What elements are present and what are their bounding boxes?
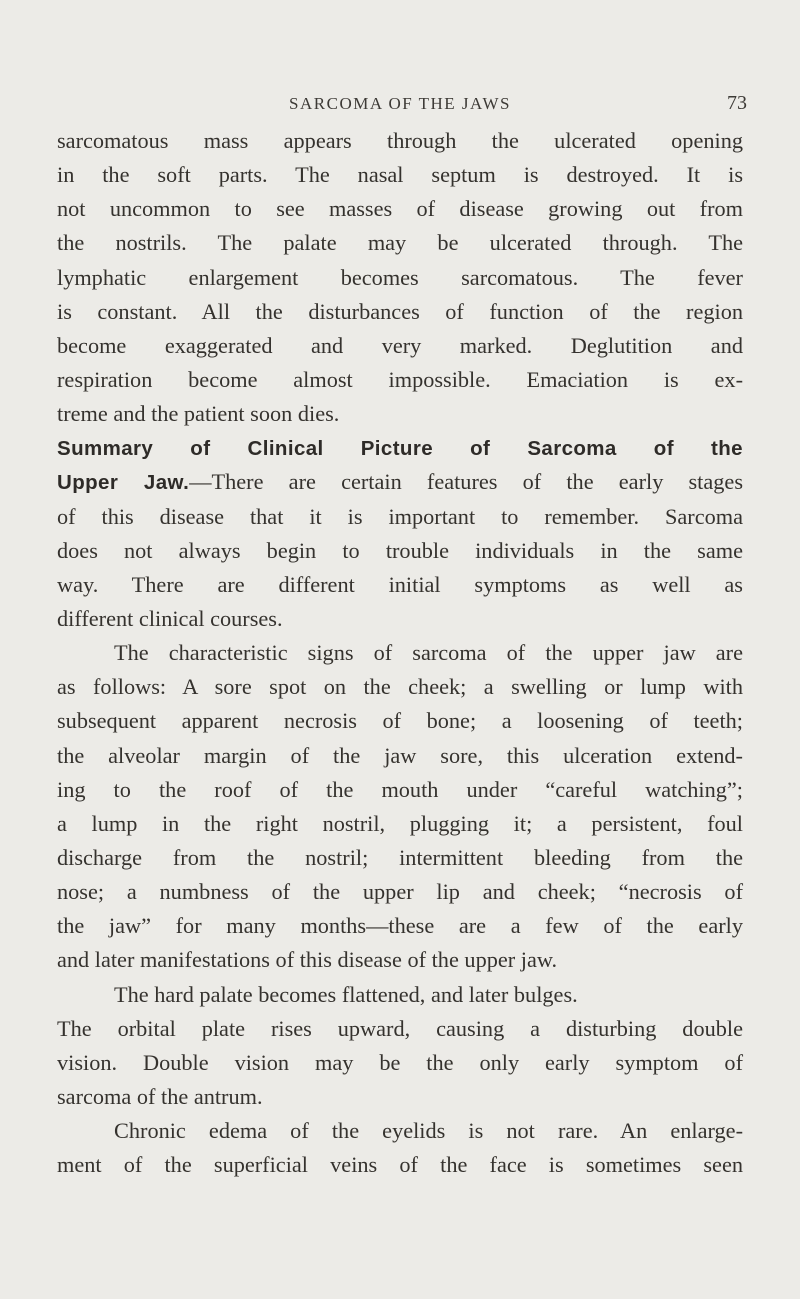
line-text: a lump in the right nostril, plugging it; a persistent, foul <box>57 810 743 836</box>
line-text: the jaw” for many months—these are a few of the early <box>57 913 743 939</box>
text-line <box>57 773 743 807</box>
line-text: does not always begin to trouble individuals in the same <box>57 537 743 563</box>
text-line <box>57 226 743 260</box>
line-text: discharge from the nostril; intermittent bleeding from the <box>57 844 743 870</box>
text-line <box>57 978 743 1012</box>
text-line <box>57 1080 743 1114</box>
text-line <box>57 329 743 363</box>
text-line <box>57 1012 743 1046</box>
running-title: SARCOMA OF THE JAWS <box>289 94 511 113</box>
line-text: ment of the superficial veins of the face is sometimes seen <box>57 1152 743 1178</box>
line-text: of this disease that it is important to remember. Sarcoma <box>57 503 743 529</box>
text-line <box>57 158 743 192</box>
line-text: nose; a numbness of the upper lip and cheek; “necrosis of <box>57 879 743 905</box>
line-text: in the soft parts. The nasal septum is destroyed. It is <box>57 162 743 188</box>
text-line <box>57 465 743 499</box>
text-line <box>57 261 743 295</box>
text-line <box>57 636 743 670</box>
line-text: treme and the patient soon dies. <box>57 401 340 427</box>
line-text: sarcoma of the antrum. <box>57 1083 263 1109</box>
text-line <box>57 841 743 875</box>
text-line <box>57 670 743 704</box>
text-line <box>57 534 743 568</box>
body-text <box>57 124 743 1182</box>
page-number: 73 <box>727 92 747 114</box>
line-text: lymphatic enlargement becomes sarcomatous. The fever <box>57 264 743 290</box>
line-text: vision. Double vision may be the only early symptom of <box>57 1049 743 1075</box>
line-text: way. There are different initial symptoms as well as <box>57 571 743 597</box>
line-text: is constant. All the disturbances of function of the region <box>57 298 743 324</box>
text-line <box>57 739 743 773</box>
line-text: as follows: A sore spot on the cheek; a swelling or lump with <box>57 674 743 700</box>
line-text: the alveolar margin of the jaw sore, this ulceration extend- <box>57 742 743 768</box>
text-line <box>57 704 743 738</box>
section-heading: Upper Jaw. <box>57 471 190 495</box>
text-line <box>57 192 743 226</box>
text-line <box>57 568 743 602</box>
text-line <box>57 124 743 158</box>
line-text: ing to the roof of the mouth under “careful watching”; <box>57 776 743 802</box>
line-text: not uncommon to see masses of disease growing out from <box>57 196 743 222</box>
line-text: respiration become almost impossible. Emaciation is ex- <box>57 366 743 392</box>
line-text: The hard palate becomes flattened, and later bulges. <box>114 981 578 1007</box>
text-line <box>57 1046 743 1080</box>
text-line <box>57 943 743 977</box>
line-text: and later manifestations of this disease of the upper jaw. <box>57 947 558 973</box>
line-text: subsequent apparent necrosis of bone; a loosening of teeth; <box>57 708 743 734</box>
text-line <box>57 1148 743 1182</box>
text-line <box>57 397 743 431</box>
section-heading: Summary of Clinical Picture of Sarcoma of the <box>57 437 743 461</box>
line-text: the nostrils. The palate may be ulcerated through. The <box>57 230 743 256</box>
line-text: The characteristic signs of sarcoma of the upper jaw are <box>114 640 743 666</box>
text-line <box>57 363 743 397</box>
text-line <box>57 807 743 841</box>
text-line <box>57 431 743 465</box>
line-text: Chronic edema of the eyelids is not rare. An enlarge- <box>114 1118 743 1144</box>
page-header <box>0 92 800 118</box>
line-text: become exaggerated and very marked. Deglutition and <box>57 332 743 358</box>
text-line <box>57 1114 743 1148</box>
line-text: The orbital plate rises upward, causing a disturbing double <box>57 1015 743 1041</box>
text-line <box>57 909 743 943</box>
text-line <box>57 500 743 534</box>
text-line <box>57 602 743 636</box>
line-text: different clinical courses. <box>57 605 283 631</box>
line-text: sarcomatous mass appears through the ulcerated opening <box>57 128 743 153</box>
text-line <box>57 295 743 329</box>
line-text: —There are certain features of the early stages <box>189 469 743 495</box>
text-line <box>57 875 743 909</box>
